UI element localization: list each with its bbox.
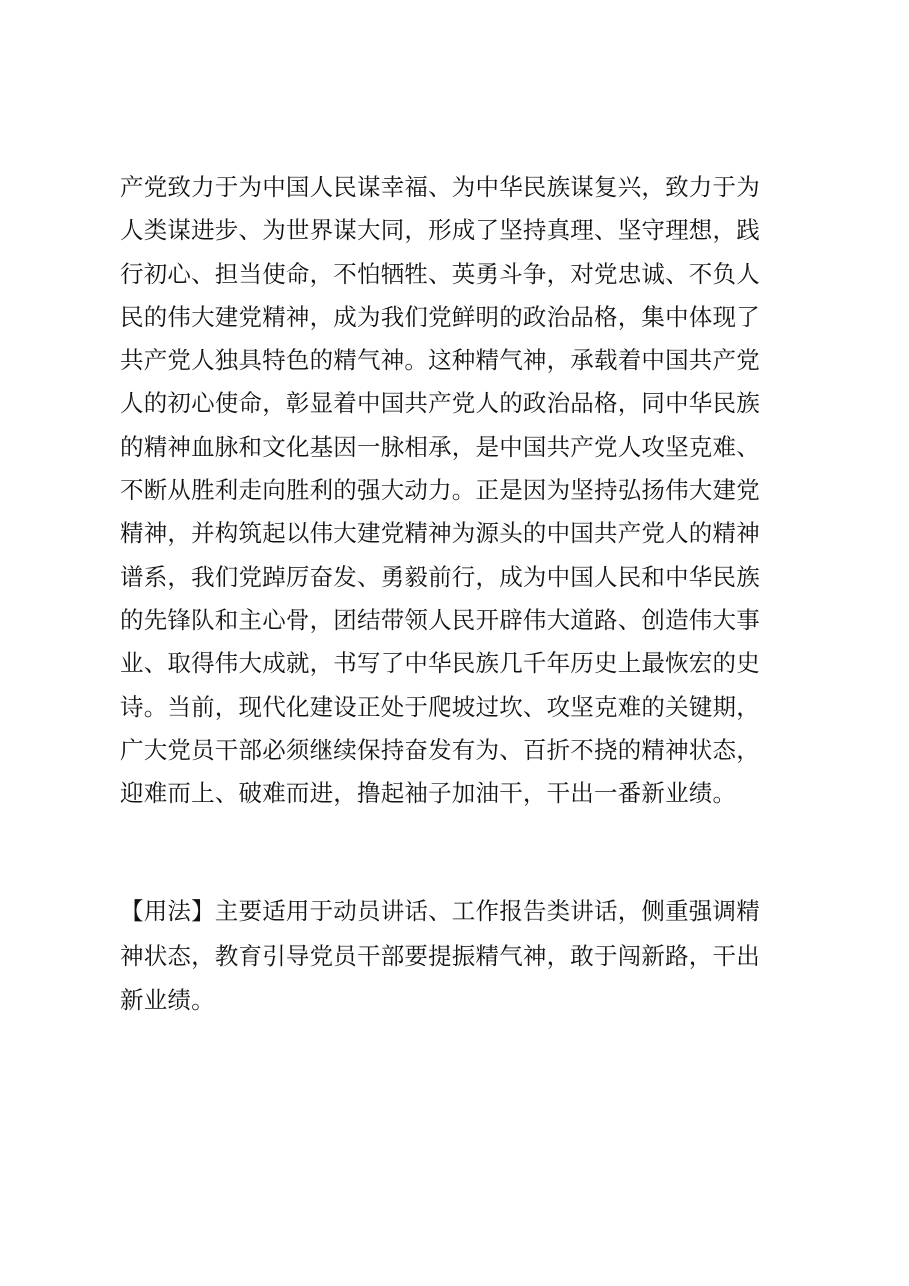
paragraph-line: 共产党人独具特色的精气神。这种精气神，承载着中国共产党 (120, 346, 760, 375)
paragraph-line: 业、取得伟大成就，书写了中华民族几千年历史上最恢宏的史 (120, 649, 760, 678)
paragraph-line: 民的伟大建党精神，成为我们党鲜明的政治品格，集中体现了 (120, 302, 760, 331)
body-paragraph (120, 166, 810, 815)
paragraph-line: 行初心、担当使命，不怕牺牲、英勇斗争，对党忠诚、不负人 (120, 259, 760, 288)
paragraph-line: 不断从胜利走向胜利的强大动力。正是因为坚持弘扬伟大建党 (120, 476, 760, 505)
usage-paragraph (120, 889, 810, 1023)
paragraph-line: 广大党员干部必须继续保持奋发有为、百折不挠的精神状态， (120, 735, 760, 764)
paragraph-line: 【用法】主要适用于动员讲话、工作报告类讲话，侧重强调精 (120, 897, 760, 925)
paragraph-line: 产党致力于为中国人民谋幸福、为中华民族谋复兴，致力于为 (120, 173, 760, 201)
paragraph-line: 神状态，教育引导党员干部要提振精气神，敢于闯新路，干出 (120, 941, 760, 970)
paragraph-line: 的精神血脉和文化基因一脉相承，是中国共产党人攻坚克难、 (120, 432, 760, 461)
paragraph-line: 谱系，我们党踔厉奋发、勇毅前行，成为中国人民和中华民族 (120, 562, 760, 591)
paragraph-line: 新业绩。 (120, 986, 215, 1014)
paragraph-line: 迎难而上、破难而进，撸起袖子加油干，干出一番新业绩。 (120, 779, 737, 808)
paragraph-line: 诗。当前，现代化建设正处于爬坡过坎、攻坚克难的关键期， (120, 692, 760, 721)
paragraph-line: 人类谋进步、为世界谋大同，形成了坚持真理、坚守理想，践 (120, 216, 760, 245)
paragraph-line: 精神，并构筑起以伟大建党精神为源头的中国共产党人的精神 (120, 519, 760, 548)
paragraph-line: 的先锋队和主心骨，团结带领人民开辟伟大道路、创造伟大事 (120, 605, 760, 634)
paragraph-line: 人的初心使命，彰显着中国共产党人的政治品格，同中华民族 (120, 389, 760, 418)
